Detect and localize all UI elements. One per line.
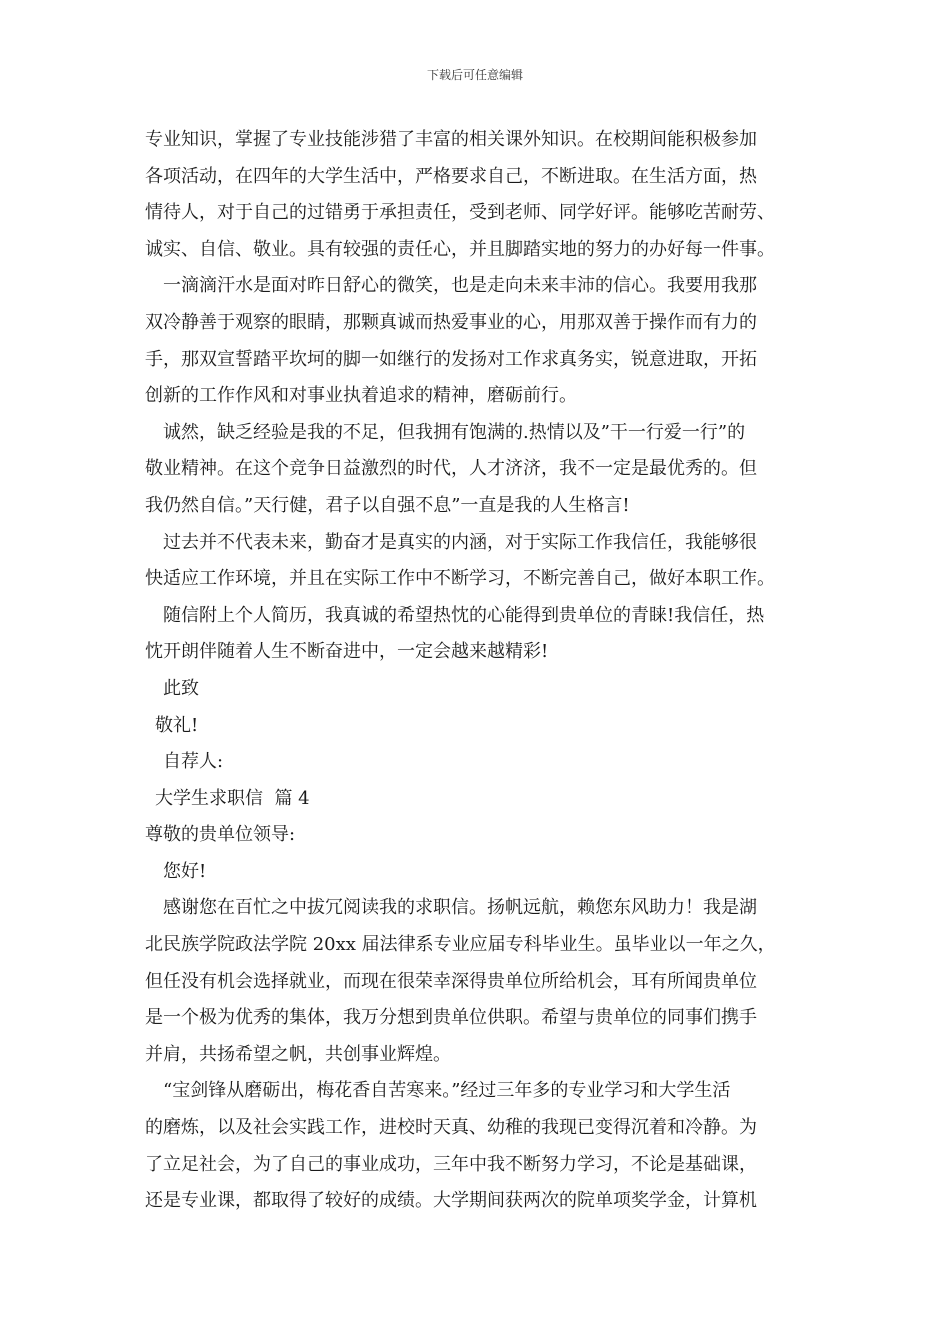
paragraph-2 [145,268,810,414]
closing-ci-zhi: 此致 [163,677,199,699]
text-line: 过去并不代表未来，勤奋才是真实的内涵，对于实际工作我信任，我能够很 [163,531,757,553]
text-line: 我仍然自信。”天行健，君子以自强不息”一直是我的人生格言! [145,494,630,516]
section-title: 大学生求职信 篇 4 [155,787,310,809]
greeting: 您好! [163,860,207,882]
text-line: 感谢您在百忙之中拔冗阅读我的求职信。扬帆远航，赖您东风助力！我是湖 [163,897,757,919]
text-line: 忱开朗伴随着人生不断奋进中，一定会越来越精彩! [145,641,549,663]
closing-jing-li: 敬礼! [155,714,199,736]
text-line: 快适应工作环境，并且在实际工作中不断学习，不断完善自己，做好本职工作。 [145,568,775,590]
text-line: 情待人，对于自己的过错勇于承担责任，受到老师、同学好评。能够吃苦耐劳、 [145,202,775,224]
text-line: 手，那双宣誓踏平坎坷的脚一如继行的发扬对工作求真务实，锐意进取，开拓 [145,348,757,370]
paragraph-6 [145,890,810,1073]
text-line: 诚然，缺乏经验是我的不足，但我拥有饱满的.热情以及”干一行爱一行”的 [163,421,746,443]
text-line: 并肩，共扬希望之帆，共创事业辉煌。 [145,1043,451,1065]
text-line: 还是专业课，都取得了较好的成绩。大学期间获两次的院单项奖学金，计算机 [145,1190,757,1212]
text-line: 专业知识，掌握了专业技能涉猎了丰富的相关课外知识。在校期间能积极参加 [145,129,757,150]
paragraph-3 [145,415,810,525]
paragraph-4 [145,525,810,598]
text-line: 各项活动，在四年的大学生活中，严格要求自己，不断进取。在生活方面，热 [145,165,757,187]
text-line: 但任没有机会选择就业，而现在很荣幸深得贵单位所给机会，耳有所闻贵单位 [145,970,757,992]
text-line: 北民族学院政法学院 20xx 届法律系专业应届专科毕业生。虽毕业以一年之久， [145,934,776,956]
text-line: 是一个极为优秀的集体，我万分想到贵单位供职。希望与贵单位的同事们携手 [145,1007,757,1029]
text-line: 敬业精神。在这个竞争日益激烈的时代，人才济济，我不一定是最优秀的。但 [145,458,757,480]
paragraph-1 [145,122,810,268]
text-line: 创新的工作作风和对事业执着追求的精神，磨砺前行。 [145,385,577,407]
text-line: 的磨炼，以及社会实践工作，进校时天真、幼稚的我现已变得沉着和冷静。为 [145,1117,757,1139]
paragraph-5 [145,598,810,671]
closing-signer: 自荐人: [163,751,224,773]
salutation: 尊敬的贵单位领导: [145,824,296,846]
paragraph-7 [145,1073,810,1219]
text-line: 诚实、自信、敬业。具有较强的责任心，并且脚踏实地的努力的办好每一件事。 [145,238,775,260]
text-line: 了立足社会，为了自己的事业成功，三年中我不断努力学习，不论是基础课， [145,1153,757,1175]
text-line: 双冷静善于观察的眼睛，那颗真诚而热爱事业的心，用那双善于操作而有力的 [145,311,757,333]
text-line: 一滴滴汗水是面对昨日舒心的微笑，也是走向未来丰沛的信心。我要用我那 [163,275,757,297]
document-body [145,122,810,1220]
page-header: 下载后可任意编辑 [426,68,523,82]
text-line: 随信附上个人简历，我真诚的希望热忱的心能得到贵单位的青睐!我信任，热 [163,604,765,626]
text-line: “宝剑锋从磨砺出，梅花香自苦寒来。”经过三年多的专业学习和大学生活 [163,1080,731,1102]
